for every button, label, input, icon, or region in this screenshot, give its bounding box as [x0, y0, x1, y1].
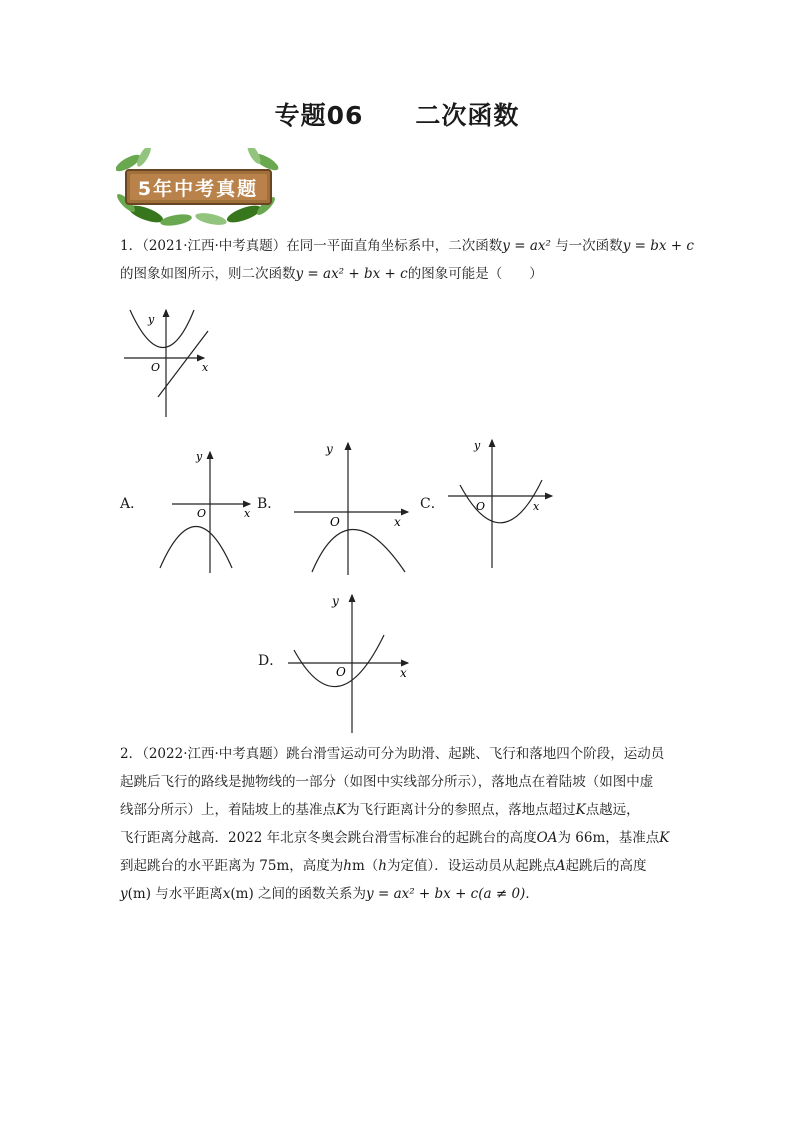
q2-text: 到起跳台的水平距离为 75m，高度为 [120, 858, 344, 874]
q1-source: （2021·江西·中考真题） [142, 238, 287, 254]
q1-formula-c: y = ax² + bx + c [295, 266, 408, 282]
q2-var-k: K [336, 802, 347, 818]
q2-source: （2022·江西·中考真题） [142, 746, 287, 762]
q2-text: (m) 之间的函数关系为 [230, 886, 367, 902]
q2-var-oa: OA [536, 830, 558, 846]
q1-text: 在同一平面直角坐标系中，二次函数 [286, 238, 503, 254]
q2-text: 为定值）．设运动员从起跳点 [387, 858, 556, 874]
q1-text: 与一次函数 [555, 238, 623, 254]
q2-var-h: h [378, 858, 387, 874]
q1-formula-a: y = ax² [502, 238, 556, 254]
q2-text: 起跳后的高度 [565, 858, 647, 874]
q2-text: 起跳后飞行的路线是抛物线的一部分（如图中实线部分所示），落地点在着陆坡（如图中虚 [120, 774, 654, 790]
q2-text: 线部分所示）上，着陆坡上的基准点 [120, 802, 336, 818]
q2-text: ． [525, 886, 539, 902]
y-label: y [196, 450, 203, 463]
origin-label: O [476, 500, 486, 513]
q2-var-a: A [555, 858, 566, 874]
x-label: x [394, 515, 401, 529]
question-2 [120, 740, 685, 908]
origin-label: O [151, 361, 161, 374]
q2-text: 跳台滑雪运动可分为助滑、起跳、飞行和落地四个阶段，运动员 [286, 746, 665, 762]
q2-var-y: y [120, 886, 128, 902]
q2-number: 2． [120, 746, 143, 762]
option-a-label[interactable]: A． [120, 496, 145, 512]
origin-label: O [197, 507, 207, 520]
q1-text: 的图象可能是（ ） [407, 266, 543, 282]
banner-text: 5年中考真题 [137, 178, 259, 200]
option-d-graph[interactable] [284, 590, 414, 739]
page-title: 专题06 二次函数 [274, 101, 520, 130]
option-d-label[interactable]: D． [258, 653, 284, 669]
q2-var-k: K [659, 830, 670, 846]
q2-var-h: h [343, 858, 352, 874]
origin-label: O [336, 665, 346, 679]
y-label: y [148, 313, 155, 326]
q2-text: m（ [351, 858, 379, 874]
q2-text: (m) 与水平距离 [127, 886, 223, 902]
q2-formula: y = ax² + bx + c(a ≠ 0) [366, 886, 526, 902]
q1-text: 的图象如图所示，则二次函数 [120, 266, 296, 282]
origin-label: O [330, 515, 340, 529]
option-b-graph[interactable] [290, 437, 415, 581]
q2-text: 为飞行距离计分的参照点，落地点超过 [346, 802, 576, 818]
option-b-label[interactable]: B． [257, 496, 282, 512]
option-c-label[interactable]: C． [420, 496, 445, 512]
q2-var-k: K [575, 802, 586, 818]
parabola [160, 527, 232, 569]
q1-formula-b: y = bx + c [622, 238, 694, 254]
y-label: y [474, 439, 481, 452]
q2-text: 飞行距离分越高．2022 年北京冬奥会跳台滑雪标准台的起跳台的高度 [120, 830, 537, 846]
parabola [130, 310, 194, 348]
banner [116, 148, 281, 232]
x-label: x [533, 500, 540, 513]
x-label: x [244, 507, 251, 520]
parabola [460, 480, 542, 523]
x-label: x [400, 666, 407, 680]
option-a-graph[interactable] [150, 440, 260, 579]
q2-var-x: x [222, 886, 231, 902]
q2-text: 为 66m，基准点 [557, 830, 660, 846]
parabola [312, 530, 405, 573]
y-label: y [332, 594, 339, 608]
given-figure [118, 305, 218, 424]
q2-text: 点越远， [585, 802, 640, 818]
option-c-graph[interactable] [442, 435, 560, 574]
x-label: x [202, 361, 209, 374]
y-label: y [326, 442, 333, 456]
q1-number: 1． [120, 238, 143, 254]
question-1 [120, 232, 694, 288]
